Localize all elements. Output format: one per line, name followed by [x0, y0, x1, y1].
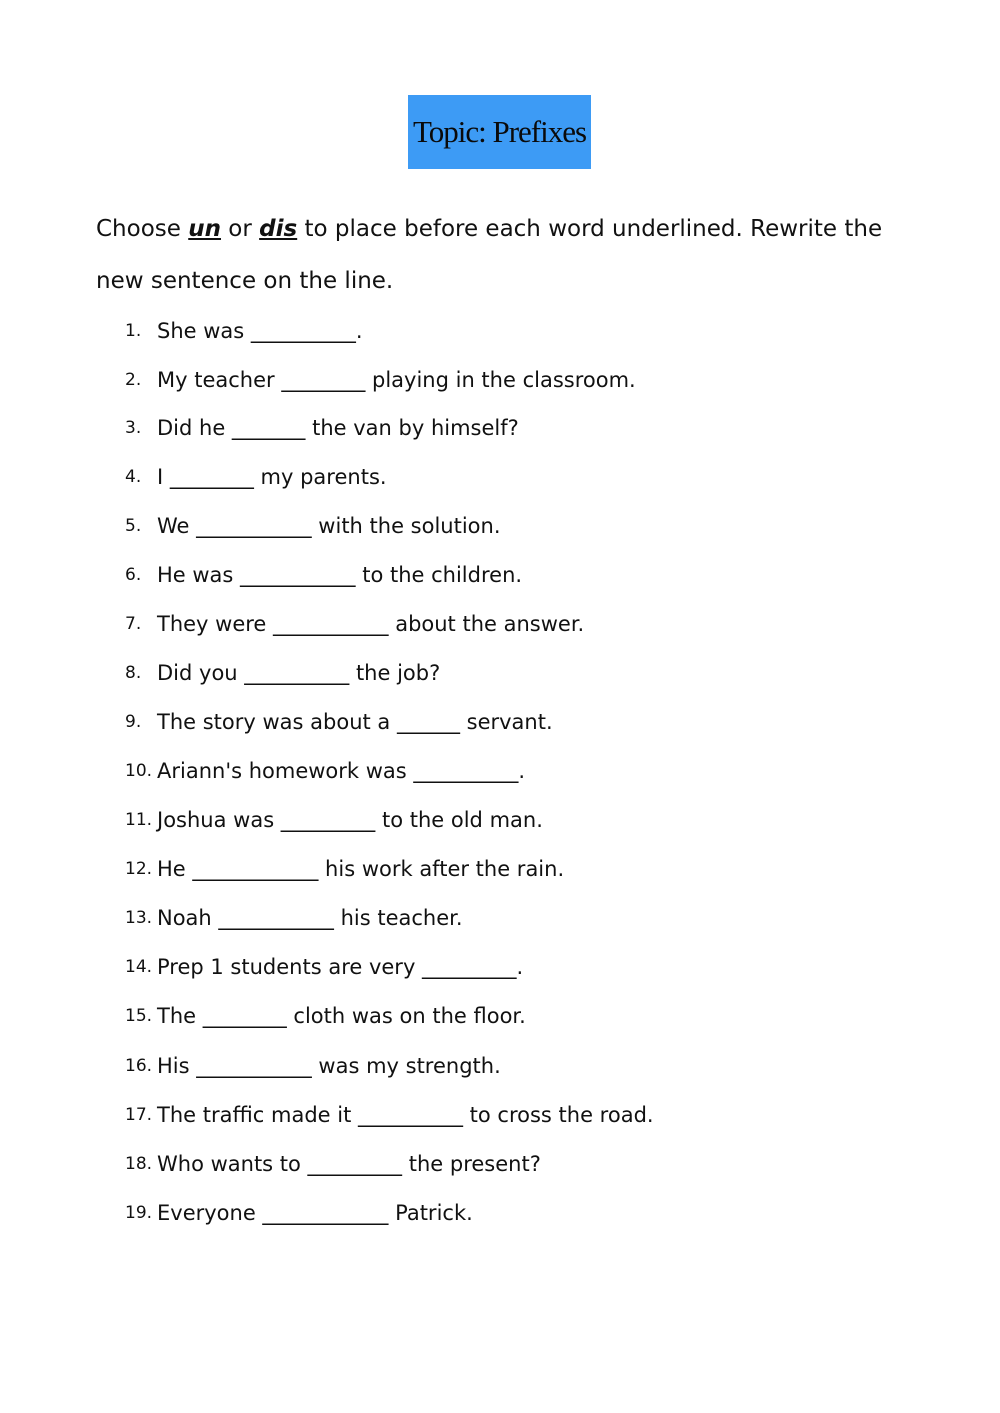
question-item [0, 1001, 526, 1031]
question-text: I ________ my parents. [157, 465, 387, 489]
question-number: 9. [125, 712, 142, 732]
question-text: His ___________ was my strength. [157, 1054, 501, 1078]
question-item [0, 1198, 473, 1228]
instructions-rest: to place before each word underlined. Rewrite the new sentence on the line. [96, 216, 883, 294]
question-number: 13. [125, 908, 153, 928]
question-text: Prep 1 students are very _________. [157, 955, 524, 979]
question-number: 10. [125, 761, 153, 781]
question-item [0, 756, 525, 786]
question-text: Noah ___________ his teacher. [157, 906, 463, 930]
question-number: 15. [125, 1006, 153, 1026]
question-item [0, 365, 636, 395]
question-number: 11. [125, 810, 153, 830]
question-text: We ___________ with the solution. [157, 514, 501, 538]
question-item [0, 511, 501, 541]
question-text: Did he _______ the van by himself? [157, 416, 519, 440]
question-item [0, 707, 553, 737]
question-number: 12. [125, 859, 153, 879]
instructions-or: or [220, 216, 260, 242]
question-item [0, 1051, 501, 1081]
instructions-intro: Choose [96, 216, 189, 242]
question-text: He ____________ his work after the rain. [157, 857, 565, 881]
question-item [0, 462, 387, 492]
question-item [0, 952, 523, 982]
question-number: 14. [125, 957, 153, 977]
question-item [0, 854, 564, 884]
question-item [0, 316, 363, 346]
question-text: Everyone ____________ Patrick. [157, 1201, 473, 1225]
question-text: Ariann's homework was __________. [157, 759, 526, 783]
question-number: 1. [125, 321, 142, 341]
question-item [0, 560, 522, 590]
question-number: 6. [125, 565, 142, 585]
prefix-un: un [188, 216, 221, 242]
question-item [0, 658, 440, 688]
question-item [0, 609, 584, 639]
question-item [0, 1149, 541, 1179]
question-text: Did you __________ the job? [157, 661, 441, 685]
question-text: Who wants to _________ the present? [157, 1152, 541, 1176]
question-text: He was ___________ to the children. [157, 563, 523, 587]
question-number: 18. [125, 1154, 153, 1174]
question-item [0, 413, 519, 443]
question-number: 2. [125, 370, 142, 390]
question-number: 17. [125, 1105, 153, 1125]
question-number: 19. [125, 1203, 153, 1223]
question-number: 16. [125, 1056, 153, 1076]
question-text: The story was about a ______ servant. [157, 710, 553, 734]
question-number: 8. [125, 663, 142, 683]
question-text: The traffic made it __________ to cross the road. [157, 1103, 654, 1127]
question-number: 3. [125, 418, 142, 438]
question-number: 4. [125, 467, 142, 487]
question-text: She was __________. [157, 319, 363, 343]
question-item [0, 1100, 654, 1130]
question-text: My teacher ________ playing in the classroom. [157, 368, 636, 392]
question-item [0, 903, 463, 933]
question-text: Joshua was _________ to the old man. [157, 808, 543, 832]
question-number: 5. [125, 516, 142, 536]
question-text: They were ___________ about the answer. [157, 612, 585, 636]
question-text: The ________ cloth was on the floor. [157, 1004, 526, 1028]
question-item [0, 805, 543, 835]
question-number: 7. [125, 614, 142, 634]
page-title: Topic: Prefixes [412, 114, 587, 149]
prefix-dis: dis [259, 216, 298, 242]
